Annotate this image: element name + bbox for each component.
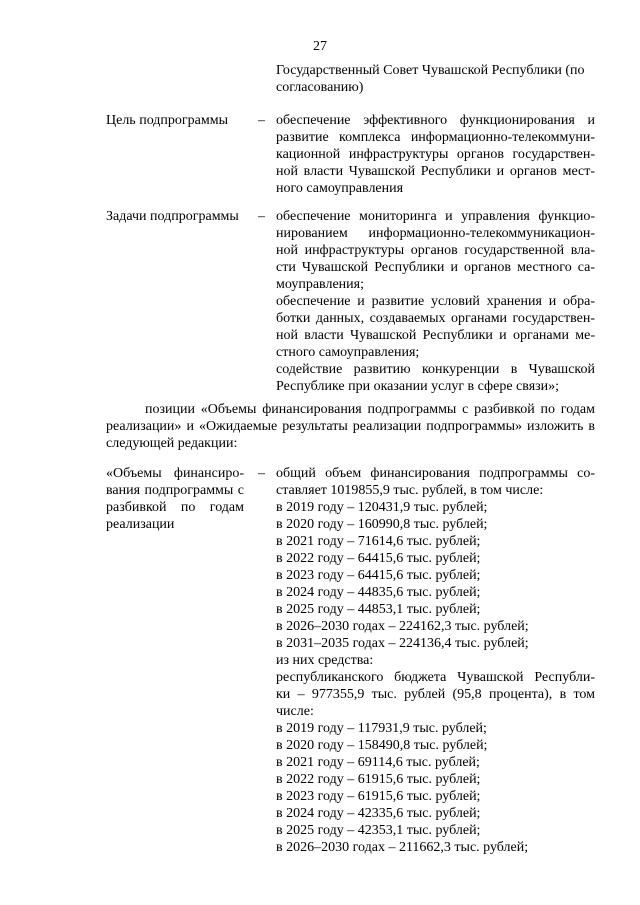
text-line: сти Чувашской Республики и органов местного са- xyxy=(276,260,595,275)
text-line: обеспечение мониторинга и управления функцио- xyxy=(276,209,595,224)
text-line: ной власти Чувашской Республики и органов мест- xyxy=(276,164,595,179)
text-line: в 2019 году – 120431,9 тыс. рублей; xyxy=(276,500,488,515)
text-line: ботки данных, создаваемых органами государствен- xyxy=(276,311,595,326)
text-line: в 2023 году – 61915,6 тыс. рублей; xyxy=(276,789,481,804)
tasks-label: Задачи подпрограммы xyxy=(106,209,239,224)
body-paragraph xyxy=(106,401,595,452)
text-line: согласованию) xyxy=(276,80,364,95)
tasks-dash: – xyxy=(258,209,265,224)
text-line: в 2026–2030 годах – 211662,3 тыс. рублей; xyxy=(276,840,529,855)
text-line: развитие комплекса информационно-телекоммуни- xyxy=(276,130,595,145)
text-line: в 2025 году – 42353,1 тыс. рублей; xyxy=(276,823,481,838)
text-line: в 2023 году – 64415,6 тыс. рублей; xyxy=(276,568,481,583)
text-line: в 2021 году – 69114,6 тыс. рублей; xyxy=(276,755,480,770)
text-line: ной власти Чувашской Республики и органами ме- xyxy=(276,328,595,343)
text-line: реализации» и «Ожидаемые результаты реализации подпрограммы» изложить в xyxy=(106,419,595,434)
text-line: в 2020 году – 160990,8 тыс. рублей; xyxy=(276,517,488,532)
text-line: в 2025 году – 44853,1 тыс. рублей; xyxy=(276,602,481,617)
label-line: вания подпрограммы с xyxy=(106,483,244,498)
text-line: в 2021 году – 71614,6 тыс. рублей; xyxy=(276,534,481,549)
text-line: в 2031–2035 годах – 224136,4 тыс. рублей; xyxy=(276,636,529,651)
label-line: «Объемы финансиро- xyxy=(106,466,244,481)
text-line: позиции «Объемы финансирования подпрограммы с разбивкой по годам xyxy=(145,402,595,417)
text-line: стного самоуправления; xyxy=(276,345,420,360)
text-line: в 2020 году – 158490,8 тыс. рублей; xyxy=(276,738,488,753)
text-line: следующей редакции: xyxy=(106,436,238,451)
page-number: 27 xyxy=(313,39,327,54)
funding-dash: – xyxy=(258,466,265,481)
text-line: ного самоуправления xyxy=(276,181,404,196)
goal-dash: – xyxy=(258,113,265,128)
text-line: Государственный Совет Чувашской Республики (по xyxy=(276,63,585,78)
goal-label: Цель подпрограммы xyxy=(106,113,228,128)
text-line: республиканского бюджета Чувашской Республи- xyxy=(276,670,595,685)
tasks-text xyxy=(276,208,595,395)
text-line: в 2024 году – 44835,6 тыс. рублей; xyxy=(276,585,481,600)
text-line: содействие развитию конкуренции в Чувашской xyxy=(276,362,595,377)
goal-text xyxy=(276,112,595,197)
text-line: моуправления; xyxy=(276,277,364,292)
text-line: кационной инфраструктуры органов государствен- xyxy=(276,147,595,162)
text-line: в 2024 году – 42335,6 тыс. рублей; xyxy=(276,806,481,821)
text-line: ки – 977355,9 тыс. рублей (95,8 процента), в том xyxy=(276,687,595,702)
funding-text xyxy=(276,465,595,856)
label-line: разбивкой по годам xyxy=(106,500,244,515)
text-line: в 2022 году – 64415,6 тыс. рублей; xyxy=(276,551,481,566)
text-line: числе: xyxy=(276,704,314,719)
text-line: обеспечение эффективного функционирования и xyxy=(276,113,595,128)
label-line: реализации xyxy=(106,517,175,532)
text-line: нированием информационно-телекоммуникацион- xyxy=(276,226,595,241)
text-line: общий объем финансирования подпрограммы со- xyxy=(276,466,595,481)
funding-label xyxy=(106,465,244,533)
text-line: обеспечение и развитие условий хранения и обра- xyxy=(276,294,595,309)
text-line: из них средства: xyxy=(276,653,374,668)
text-line: в 2022 году – 61915,6 тыс. рублей; xyxy=(276,772,481,787)
text-line: в 2019 году – 117931,9 тыс. рублей; xyxy=(276,721,487,736)
top-continuation xyxy=(276,62,595,96)
text-line: ной инфраструктуры органов государственной вла- xyxy=(276,243,595,258)
text-line: Республике при оказании услуг в сфере связи»; xyxy=(276,379,560,394)
text-line: в 2026–2030 годах – 224162,3 тыс. рублей; xyxy=(276,619,529,634)
text-line: ставляет 1019855,9 тыс. рублей, в том числе: xyxy=(276,483,544,498)
